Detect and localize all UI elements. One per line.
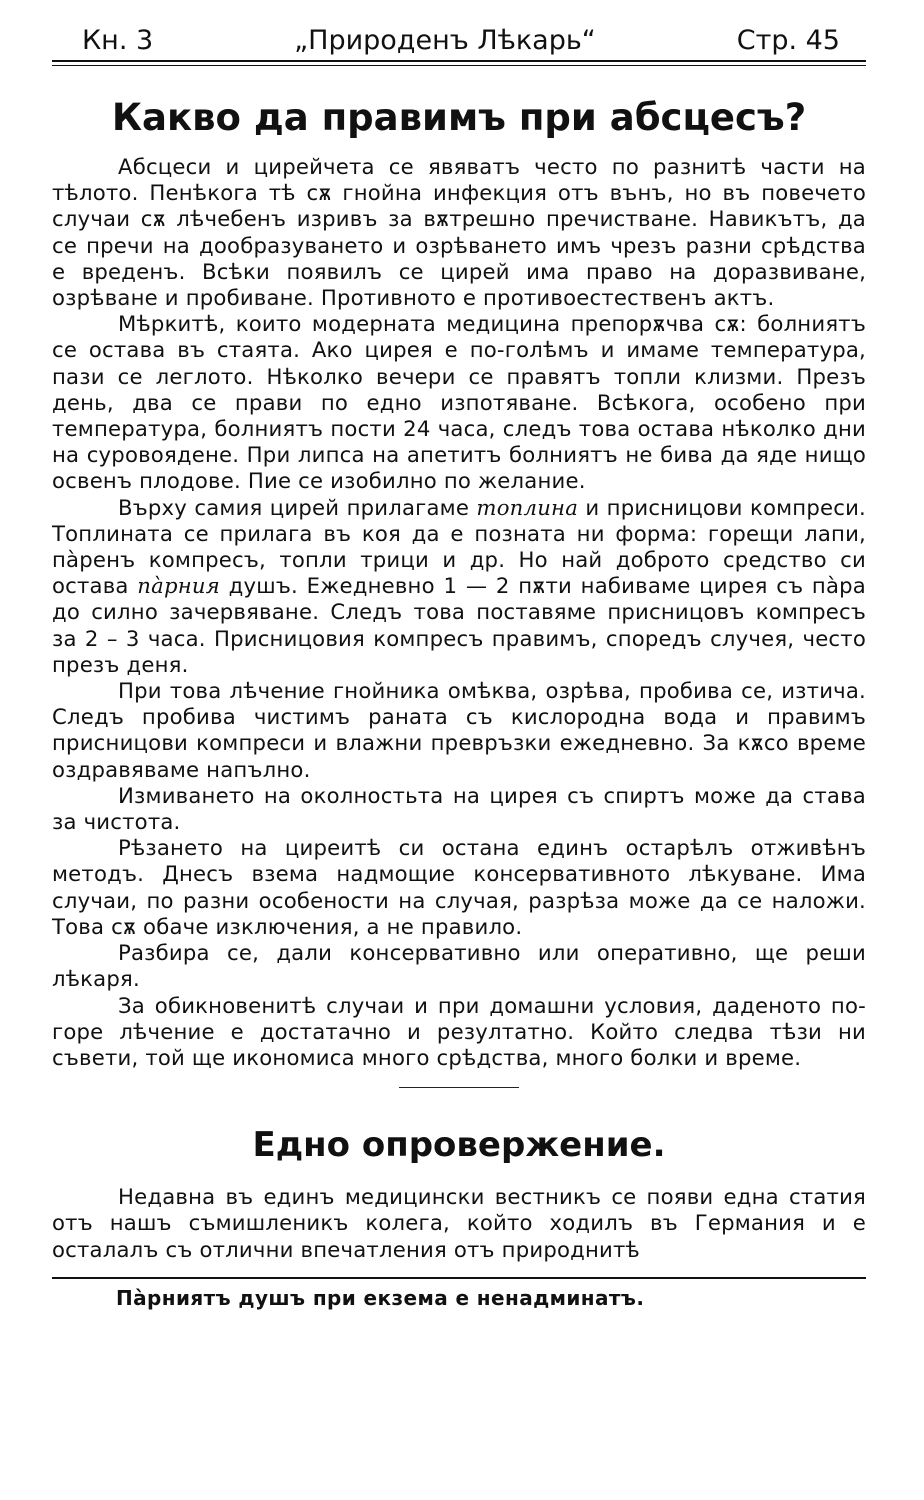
paragraph-6: Рѣзането на циреитѣ си остана единъ остарѣлъ отживѣнъ методъ. Днесъ взема надмощие консервативното лѣкуване. Има случаи, по разни особености на случая, разрѣза може да се наложи. Това сѫ обаче изключения, а не правило. bbox=[52, 835, 866, 939]
header-rule bbox=[52, 60, 866, 66]
journal-title: „Природенъ Лѣкарь“ bbox=[294, 25, 596, 56]
paragraph-4: При това лѣчение гнойника омѣква, озрѣва, пробива се, изтича. Следъ пробива чистимъ раната съ кислородна вода и правимъ присницови компреси и влажни превръзки ежедневно. За кѫсо време оздравяваме напълно. bbox=[52, 678, 866, 782]
article-title-abscess: Какво да правимъ при абсцесъ? bbox=[111, 96, 807, 139]
footer-rule bbox=[52, 1277, 866, 1279]
paragraph-7: Разбира се, дали консервативно или оперативно, ще реши лѣкаря. bbox=[52, 940, 866, 992]
emphasis-warmth: топлина bbox=[476, 494, 579, 520]
page-number: Стр. 45 bbox=[736, 25, 840, 56]
book-number: Кн. 3 bbox=[82, 25, 154, 56]
paragraph-3 bbox=[52, 495, 866, 678]
paragraph-3-part-c: душъ. Ежедневно 1 — 2 пѫти набиваме цирея съ пàра до силно зачервяване. Следъ това поставяме присницовъ компресъ за 2 – 3 часа. Присницовия компресъ правимъ, споредъ случея, често презъ деня. bbox=[52, 573, 866, 677]
paragraph-3-part-b: и присницови компреси. Топлината се прилага въ коя да е позната ни форма: горещи лапи, пàренъ компресъ, топли трици и др. Но най доброто средство си остава bbox=[52, 494, 866, 599]
footer-note: Пàрниятъ душъ при екзема е ненадминатъ. bbox=[116, 1285, 645, 1310]
paragraph-1: Абсцеси и цирейчета се явяватъ често по разнитѣ части на тѣлото. Пенѣкога тѣ сѫ гнойна инфекция отъ вънъ, но въ повечето случаи сѫ лѣчебенъ изривъ за вѫтрешно пречистване. Навикътъ, да се пречи на дообразуването и озрѣването имъ чрезъ разни срѣдства е вреденъ. Всѣки появилъ се цирей има право на доразвиване, озрѣване и пробиване. Противното е противоестественъ актъ. bbox=[52, 154, 866, 311]
paragraph-5: Измиването на околностьта на цирея съ спиртъ може да става за чистота. bbox=[52, 782, 866, 835]
emphasis-steam: пàрния bbox=[137, 573, 220, 599]
paragraph-refutation-1: Недавна въ единъ медицински вестникъ се появи една статия отъ нашъ съмишленикъ колега, който ходилъ въ Германия и е осталалъ съ отлични впечатления отъ природнитѣ bbox=[52, 1184, 866, 1262]
running-header bbox=[52, 24, 866, 58]
paragraph-3-part-a: Върху самия цирей прилагаме bbox=[118, 494, 477, 520]
section-separator bbox=[399, 1087, 519, 1088]
article-title-refutation: Едно опровержение. bbox=[252, 1125, 666, 1166]
paragraph-2: Мѣркитѣ, които модерната медицина препорѫчва сѫ: болниятъ се остава въ стаята. Ако цирея е по-голѣмъ и имаме температура, пази се леглото. Нѣколко вечери се правятъ топли клизми. Презъ день, два се прави по едно изпотяване. Всѣкога, особено при температура, болниятъ пости 24 часа, следъ това остава нѣколко дни на суровоядене. При липса на апетитъ болниятъ не бива да яде нищо освенъ плодове. Пие се изобилно по желание. bbox=[52, 311, 866, 494]
journal-page bbox=[52, 24, 866, 1311]
paragraph-8: За обикновенитѣ случаи и при домашни условия, даденото по-горе лѣчение е достатачно и резултатно. Който следва тѣзи ни съвети, той ще икономиса много срѣдства, много болки и време. bbox=[52, 992, 866, 1070]
